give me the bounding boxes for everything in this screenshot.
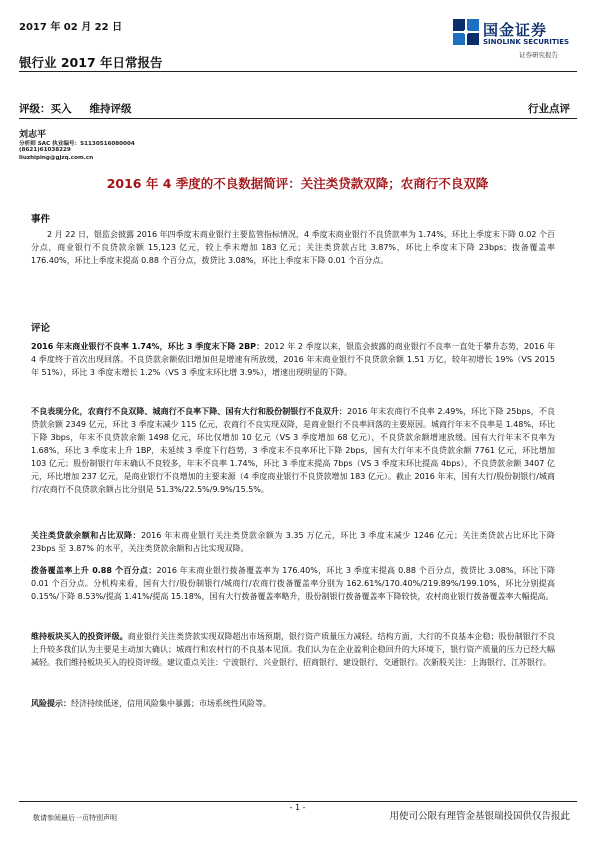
event-heading: 事件 [31,214,51,225]
p2-lead: 不良表现分化，农商行不良双降、城商行不良率下降、国有大行和股份制银行不良双升： [31,407,348,416]
p6-lead: 风险提示： [31,699,71,708]
logo-subtitle: 证券研究报告 [519,51,558,59]
header-divider [19,71,577,72]
headline: 2016 年 4 季度的不良数据简评：关注类贷款双降；农商行不良双降 [106,176,489,191]
rating-line [19,101,132,116]
analyst-name: 刘志平 [19,130,47,140]
comment-paragraph-6 [31,697,555,710]
p3-lead: 关注类贷款余额和占比双降： [31,531,141,540]
p3-body: 2016 年末商业银行关注类贷款余额为 3.35 万亿元，环比 3 季度末减少 1246 亿元；关注类贷款占比环比下降 23bps 至 3.87% 的水平，关注类贷款余额和占比实现双降。 [31,531,556,553]
page-number: - 1 - [289,803,306,812]
report-date: 2017 年 02 月 22 日 [19,22,123,33]
p5-body: 商业银行关注类贷款实现双降超出市场预期，银行资产质量压力减轻。结构方面，大行的不良基本企稳；股份制银行不良上升较多我们认为主要是主动加大确认；城商行和农村行的不良基本见顶。我们认为在企业盈利企稳回升的大环境下，银行资产质量的压力已经大幅减轻。我们维持板块买入的投资评级。建议重点关注：宁波银行、兴业银行、招商银行、建设银行、交通银行。次新股关注：上海银行、江苏银行。 [31,632,555,667]
comment-paragraph-4 [31,564,555,603]
analyst-phone: (8621)61038229 [19,147,71,153]
p5-lead: 维持板块买入的投资评级。 [31,632,128,641]
logo-name-cn: 国金证券 [483,21,548,39]
event-paragraph: 2 月 22 日，银监会披露 2016 年四季度末商业银行主要监管指标情况，4 季度末商业银行不良贷款率为 1.74%，环比上季度末下降 0.02 个百分点，商业银行不良贷款余额 15,123 亿元，较上季末增加 183 亿元；关注类贷款占比 3.87%，环比上季度末下降 23bps；拨备覆盖率 176.40%，环比上季度末提高 0.88 个百分点，拨贷比 3.08%，环比上季度末下降 0.01 个百分点。 [31,230,555,265]
comment-paragraph-1 [31,340,555,379]
report-title: 银行业 2017 年日常报告 [19,55,163,70]
p4-body: 2016 年末商业银行拨备覆盖率为 176.40%，环比 3 季度末提高 0.88 个百分点，拨贷比 3.08%，环比下降 0.01 个百分点。分机构来看，国有大行/股份制银行/城商行/农商行拨备覆盖率分别为 162.61%/170.40%/219.89%/199.10%，环比分别提高 0.15%/下降 8.53%/提高 1.41%/提高 15.18%，国有大行拨备覆盖率略升，股份制银行拨备覆盖率下降较快，农村商业银行拨备覆盖率大幅提高。 [31,566,555,601]
footer-divider [19,801,577,802]
p1-lead: 2016 年末商业银行不良率 1.74%，环比 3 季度末下降 2BP： [31,342,265,351]
analyst-email[interactable]: liuzhiping@gjzq.com.cn [19,155,94,161]
comment-paragraph-2 [31,405,555,496]
footer-disclaimer-hint: 敬请参阅最后一页特别声明 [33,814,117,822]
rating-value: 买入 [50,103,72,115]
p2-body: 2016 年末农商行不良率 2.49%，环比下降 25bps，不良贷款余额 2349 亿元，环比 3 季度末减少 115 亿元，农商行不良实现双降，是商业银行不良率回落的主要原因。城商行年末不良率是 1.48%，环比下降 3bps，年末不良贷款余额 1498 亿元，环比仅增加 10 亿元（VS 3 季度增加 68 亿元），不良贷款余额增速放缓。国有大行年末不良率为 1.68%，环比 3 季度末上升 1BP，未延续 3 季度下行趋势，3 季度末不良率环比下降 2bps，国有大行年末不良贷款余额 7761 亿元，环比增加 103 亿元；股份制银行年末确认不良较多，年末不良率 1.74%，环比 3 季度末提高 7bps（VS 3 季度末环比提高 4bps），不良贷款余额 3407 亿元，环比增加 237 亿元，是商业银行不良增加的主要来源（4 季度商业银行不良贷款增加 183 亿元）。截止 2016 年末，国有大行/股份制银行/城商行/农商行不良贷款余额占比分别是 51.3%/22.5%/9.9%/15.5%。 [31,407,556,494]
analyst-license: 分析师 SAC 执业编号：S1130516080004 [19,141,135,147]
p1-body: 2012 年 2 季度以来，银监会披露的商业银行不良率一直处于攀升态势，2016 年 4 季度终于首次出现回落。不良贷款余额依旧增加但是增速有所放缓，2016 年末商业银行不良贷款余额 1.51 万亿，较年初增长 19%（VS 2015 年 51%），环比 3 季度末增长 1.2%（VS 3 季度末环比增 3.9%），增速出现明显的下降。 [31,342,555,377]
comment-paragraph-5 [31,630,555,669]
logo-name-en: SINOLINK SECURITIES [483,38,570,46]
rating-maintain: 维持评级 [89,103,132,115]
comment-paragraph-3 [31,529,555,555]
comment-heading: 评论 [31,323,51,334]
p4-lead: 拨备覆盖率上升 0.88 个百分点： [31,566,157,575]
footer-usage-note: 用使司公限有理管金基银瑞投国供仅告报此 [389,811,570,822]
rating-label: 评级： [19,103,51,115]
company-logo [453,19,583,63]
report-category: 行业点评 [528,103,570,115]
p6-body: 经济持续低迷，信用风险集中暴露；市场系统性风险等。 [71,699,271,708]
rating-divider [19,118,577,119]
sinolink-logo-icon [453,19,479,45]
